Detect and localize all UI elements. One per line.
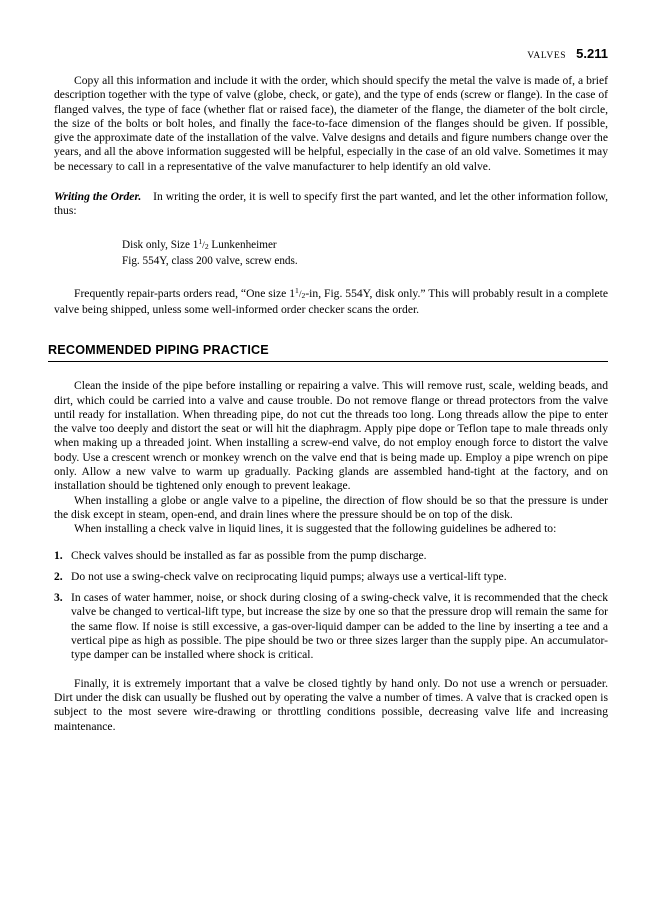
paragraph-frequently-orders bbox=[54, 284, 608, 318]
guidelines-list bbox=[54, 549, 608, 663]
order-example-line-1-pre: Disk only, Size 1 bbox=[122, 238, 199, 251]
section-heading-block bbox=[48, 343, 608, 362]
running-head: VALVES bbox=[527, 51, 567, 61]
fraction-slash: / bbox=[202, 239, 205, 251]
paragraph-check-valve-intro: When installing a check valve in liquid lines, it is suggested that the following guidelines be adhered to: bbox=[74, 522, 557, 536]
order-example-block bbox=[122, 235, 608, 268]
list-item bbox=[54, 549, 608, 563]
fraction-slash: / bbox=[298, 288, 302, 300]
paragraph-copy-information: Copy all this information and include it with the order, which should specify the metal the valve is made of, a brief description together with the type of valve (globe, check, or gate), and the type of ends (screw or flange). In the case of flanged valves, the type of face (whether flat or raised face), the diameter of the flange, the diameter of the bolt circle, the size of the bolts or bolt holes, and finally the face-to-face dimension of the flanges should be given. If possible, give the approximate date of the installation of the valve. Valve designs and details and figure numbers change over the years, and all the above information suggested will be helpful, especially in the case of an old valve. Sometimes it may be necessary to call in a representative of the valve manufacturer to help identify an old valve. bbox=[54, 74, 608, 173]
section-title: RECOMMENDED PIPING PRACTICE bbox=[48, 343, 269, 358]
list-item bbox=[54, 570, 608, 584]
section-rule bbox=[48, 361, 608, 362]
fraction-numerator: 1 bbox=[295, 285, 299, 295]
list-item-number: 2. bbox=[54, 569, 63, 583]
list-item-number: 3. bbox=[54, 591, 63, 605]
order-example-line-1-post: Lunkenheimer bbox=[208, 238, 277, 251]
page-content bbox=[48, 74, 609, 734]
writing-the-order-text: In writing the order, it is well to specify first the part wanted, and let the other information follow, thus: bbox=[54, 190, 609, 218]
list-item-text: Do not use a swing-check valve on reciprocating liquid pumps; always use a vertical-lift type. bbox=[71, 569, 507, 583]
list-item-number: 1. bbox=[54, 548, 63, 562]
list-item-text: Check valves should be installed as far as possible from the pump discharge. bbox=[71, 548, 427, 562]
paragraph-final-note: Finally, it is extremely important that a valve be closed tightly by hand only. Do not use a wrench or persuader. Dirt under the disk can usually be flushed out by operating the valve a number of times. A valve that is cracked open is subject to the most severe wire-drawing or throttling conditions possible, decreasing valve life and increasing maintenance. bbox=[54, 676, 608, 733]
run-in-heading-writing-the-order: Writing the Order. bbox=[54, 190, 142, 204]
fraction-denominator: 2 bbox=[204, 241, 209, 251]
frequently-pre: Frequently repair-parts orders read, “One size 1 bbox=[74, 286, 296, 300]
frequently-post: -in, Fig. 554Y, disk only.” This will probably result in a complete valve being shipped, unless some well-informed order checker scans the order. bbox=[54, 286, 609, 316]
order-example-line-2: Fig. 554Y, class 200 valve, screw ends. bbox=[122, 254, 298, 267]
page-header bbox=[527, 46, 608, 61]
list-item bbox=[54, 591, 608, 662]
order-example-line-1 bbox=[122, 235, 608, 254]
paragraph-clean-pipe: Clean the inside of the pipe before installing or repairing a valve. This will remove rust, scale, welding beads, and dirt, which could be carried into a valve and cause trouble. Do not remove flange or thread protectors from the valve until ready for installation. When threading pipe, do not cut the threads too long. Long threads allow the pipe to enter the valve too deeply and distort the seat or will hit the diaphragm. Apply pipe dope or Teflon tape to male threads only when making up a threaded joint. When installing a screw-end valve, do not employ enough force to distort the valve body. Use a crescent wrench or monkey wrench on the valve end that is being made up. Employ a pipe wrench on pipe only. Allow a new valve to warm up gradually. Packing glands are assembled hand-tight at the factory, and on installation should be tightened only enough to prevent leakage. bbox=[54, 379, 608, 493]
paragraph-writing-the-order bbox=[54, 190, 608, 219]
paragraph-globe-angle-valve: When installing a globe or angle valve to a pipeline, the direction of flow should be so that the pressure is under the disk except in steam, open-end, and drain lines where the pressure should be on top of the disk. bbox=[54, 493, 608, 521]
fraction-numerator: 1 bbox=[198, 236, 203, 246]
page-folio: 5.211 bbox=[576, 46, 608, 61]
fraction-denominator: 2 bbox=[301, 290, 306, 300]
list-item-text: In cases of water hammer, noise, or shock during closing of a swing-check valve, it is recommended that the check valve be changed to vertical-lift type, but increase the size by one so that the pressure drop will remain the same for the same flow. If noise is still excessive, a gas-over-liquid damper can be added to the line by inserting a tee and a vertical pipe as high as possible. The pipe should be two or three sizes larger than the supply pipe. An accumulator-type damper can be installed where shock is critical. bbox=[71, 591, 608, 662]
